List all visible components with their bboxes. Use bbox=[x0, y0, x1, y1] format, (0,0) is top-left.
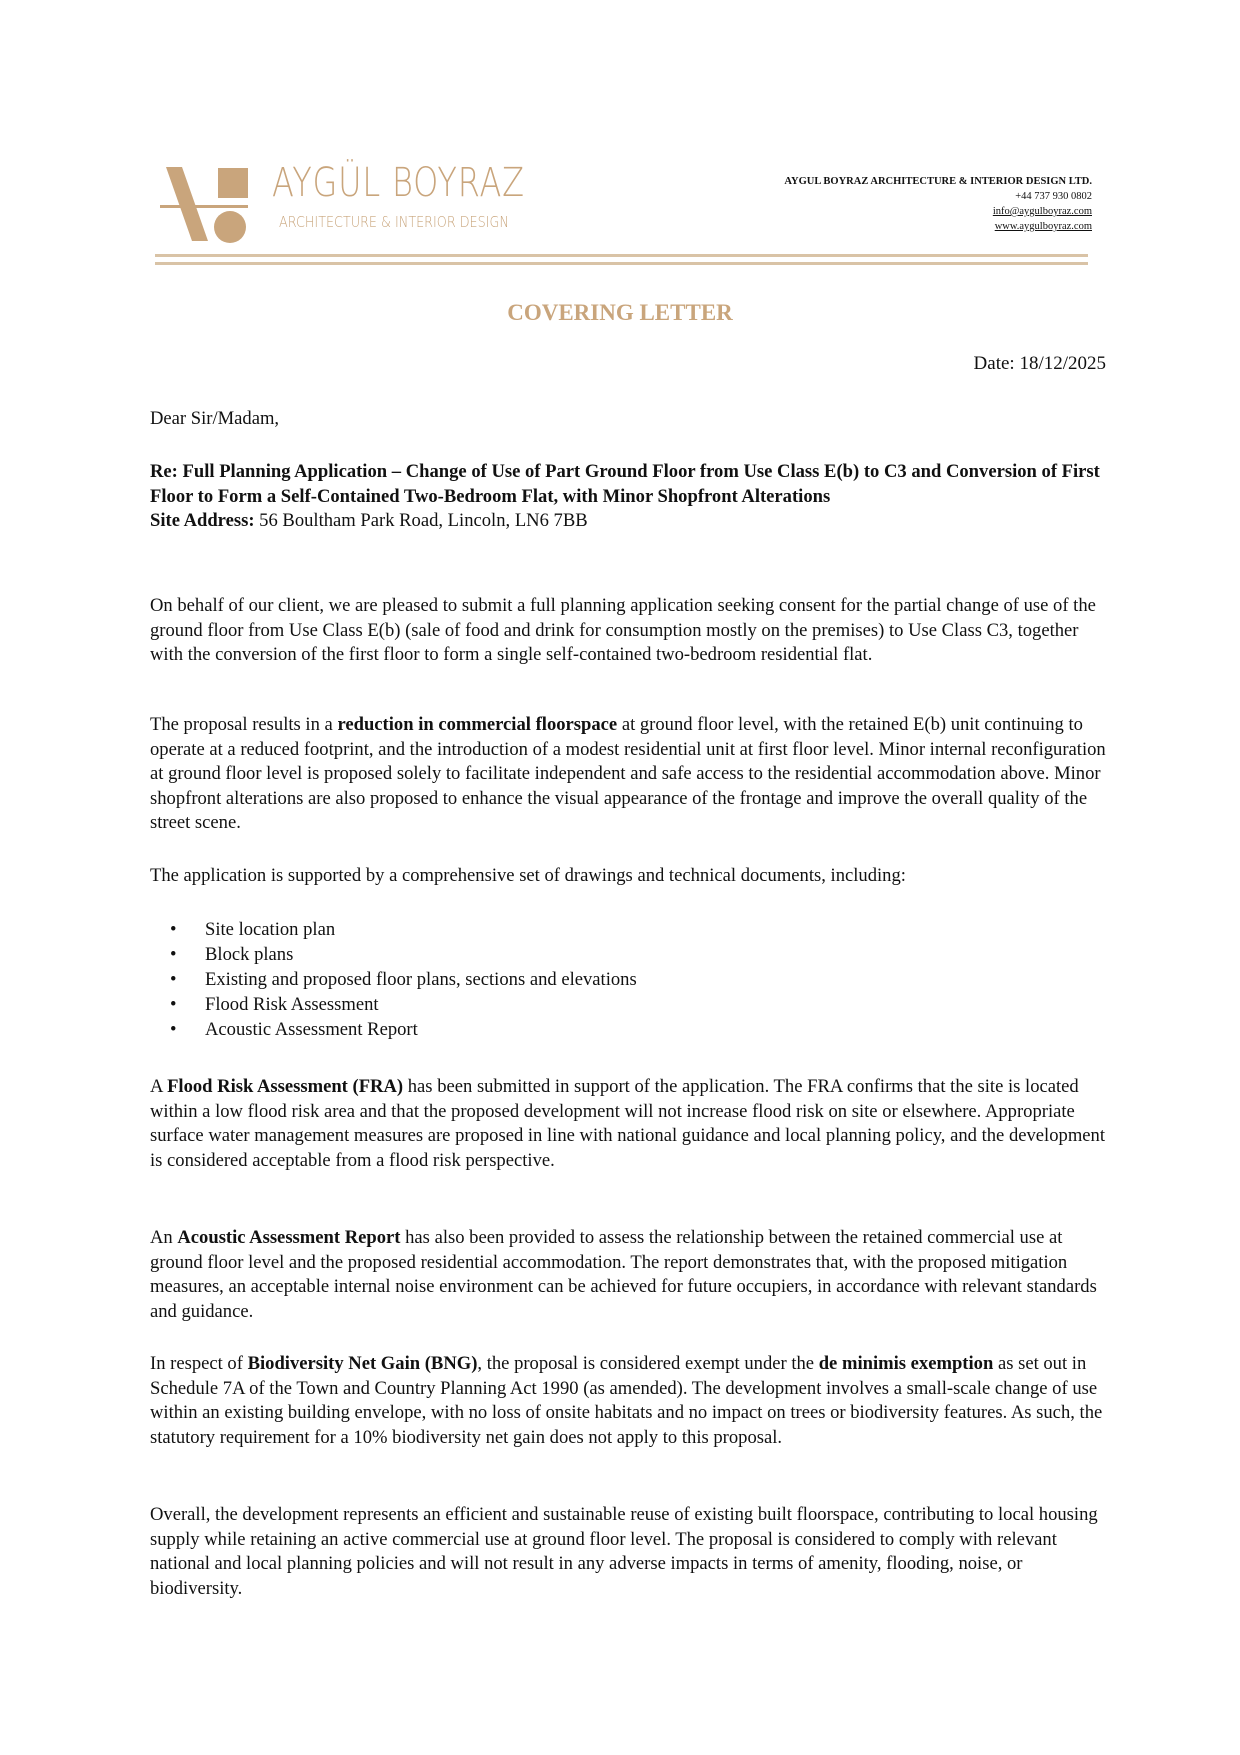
site-address-label: Site Address: bbox=[150, 510, 255, 532]
bold-text: Flood Risk Assessment (FRA) bbox=[167, 1076, 404, 1097]
email-link[interactable]: info@aygulboyraz.com bbox=[992, 206, 1092, 217]
text: The proposal results in a bbox=[150, 714, 338, 735]
subject-line: Re: Full Planning Application – Change of Use of Part Ground Floor from Use Class E(b) to C3 and Conversion of First Floor to Form a Self-Contained Two-Bedroom Flat, with Minor Shopfront Alterations bbox=[150, 461, 1100, 507]
page-title: COVERING LETTER bbox=[507, 300, 733, 325]
paragraph-bng bbox=[150, 1352, 1110, 1450]
salutation: Dear Sir/Madam, bbox=[150, 408, 280, 429]
text: A bbox=[150, 1076, 168, 1097]
paragraph-acoustic bbox=[150, 1226, 1110, 1324]
header-rule bbox=[155, 254, 1088, 257]
logo-subtitle: ARCHITECTURE & INTERIOR DESIGN bbox=[279, 213, 509, 231]
text: has been submitted in support of the application. The FRA confirms that the site is located within a low flood risk area and that the proposed development will not increase flood risk on site or elsewhere. Appropriate surface water management measures are proposed in line with national guidance and local planning policy, and the development is considered acceptable from a flood risk perspective. bbox=[150, 1076, 1105, 1171]
documents-list bbox=[150, 918, 1110, 1043]
bold-text: de minimis exemption bbox=[818, 1353, 994, 1374]
text: An bbox=[150, 1227, 178, 1248]
paragraph-conclusion: Overall, the development represents an efficient and sustainable reuse of existing built floorspace, contributing to local housing supply while retaining an active commercial use at ground floor level. The proposal is considered to comply with relevant national and local planning policies and will not result in any adverse impacts in terms of amenity, flooding, noise, or biodiversity. bbox=[150, 1504, 1098, 1599]
text: , the proposal is considered exempt under the bbox=[477, 1353, 819, 1374]
list-item: • Existing and proposed floor plans, sections and elevations bbox=[150, 968, 1110, 993]
list-item: • Acoustic Assessment Report bbox=[150, 1018, 1110, 1043]
paragraph-documents-intro: The application is supported by a comprehensive set of drawings and technical documents, including: bbox=[150, 865, 906, 886]
logo-name: AYGÜL BOYRAZ bbox=[272, 160, 525, 206]
paragraph-intro: On behalf of our client, we are pleased to submit a full planning application seeking consent for the partial change of use of the ground floor from Use Class E(b) (sale of food and drink for consumption mostly on the premises) to Use Class C3, together with the conversion of the first floor to form a single self-contained two-bedroom residential flat. bbox=[150, 595, 1096, 666]
subject-block bbox=[150, 460, 1110, 534]
website-link[interactable]: www.aygulboyraz.com bbox=[994, 221, 1092, 232]
phone: +44 737 930 0802 bbox=[1015, 191, 1092, 202]
header-rule bbox=[155, 262, 1088, 265]
text: as set out in Schedule 7A of the Town and Country Planning Act 1990 (as amended). The development involves a small-scale change of use within an existing building envelope, with no loss of onsite habitats and no impact on trees or biodiversity features. As such, the statutory requirement for a 10% biodiversity net gain does not apply to this proposal. bbox=[150, 1353, 1103, 1448]
site-address: 56 Boultham Park Road, Lincoln, LN6 7BB bbox=[254, 510, 588, 532]
list-item: • Flood Risk Assessment bbox=[150, 993, 1110, 1018]
list-item: • Site location plan bbox=[150, 918, 1110, 943]
letter-date: Date: 18/12/2025 bbox=[973, 353, 1106, 374]
bold-text: Acoustic Assessment Report bbox=[177, 1227, 401, 1248]
contact-block bbox=[784, 174, 1092, 234]
text: In respect of bbox=[150, 1353, 248, 1374]
company-name: AYGUL BOYRAZ ARCHITECTURE & INTERIOR DESIGN LTD. bbox=[784, 176, 1092, 187]
paragraph-fra bbox=[150, 1075, 1110, 1173]
bold-text: Biodiversity Net Gain (BNG) bbox=[247, 1353, 478, 1374]
text: at ground floor level, with the retained E(b) unit continuing to operate at a reduced footprint, and the introduction of a modest residential unit at first floor level. Minor internal reconfiguration at ground floor level is proposed solely to facilitate independent and safe access to the residential accommodation above. Minor shopfront alterations are also proposed to enhance the visual appearance of the frontage and improve the overall quality of the street scene. bbox=[150, 714, 1106, 834]
text: has also been provided to assess the relationship between the retained commercial use at ground floor level and the proposed residential accommodation. The report demonstrates that, with the proposed mitigation measures, an acceptable internal noise environment can be achieved for future occupiers, in accordance with relevant standards and guidance. bbox=[150, 1227, 1097, 1322]
paragraph-proposal bbox=[150, 713, 1110, 836]
list-item: • Block plans bbox=[150, 943, 1110, 968]
bold-text: reduction in commercial floorspace bbox=[337, 714, 618, 735]
